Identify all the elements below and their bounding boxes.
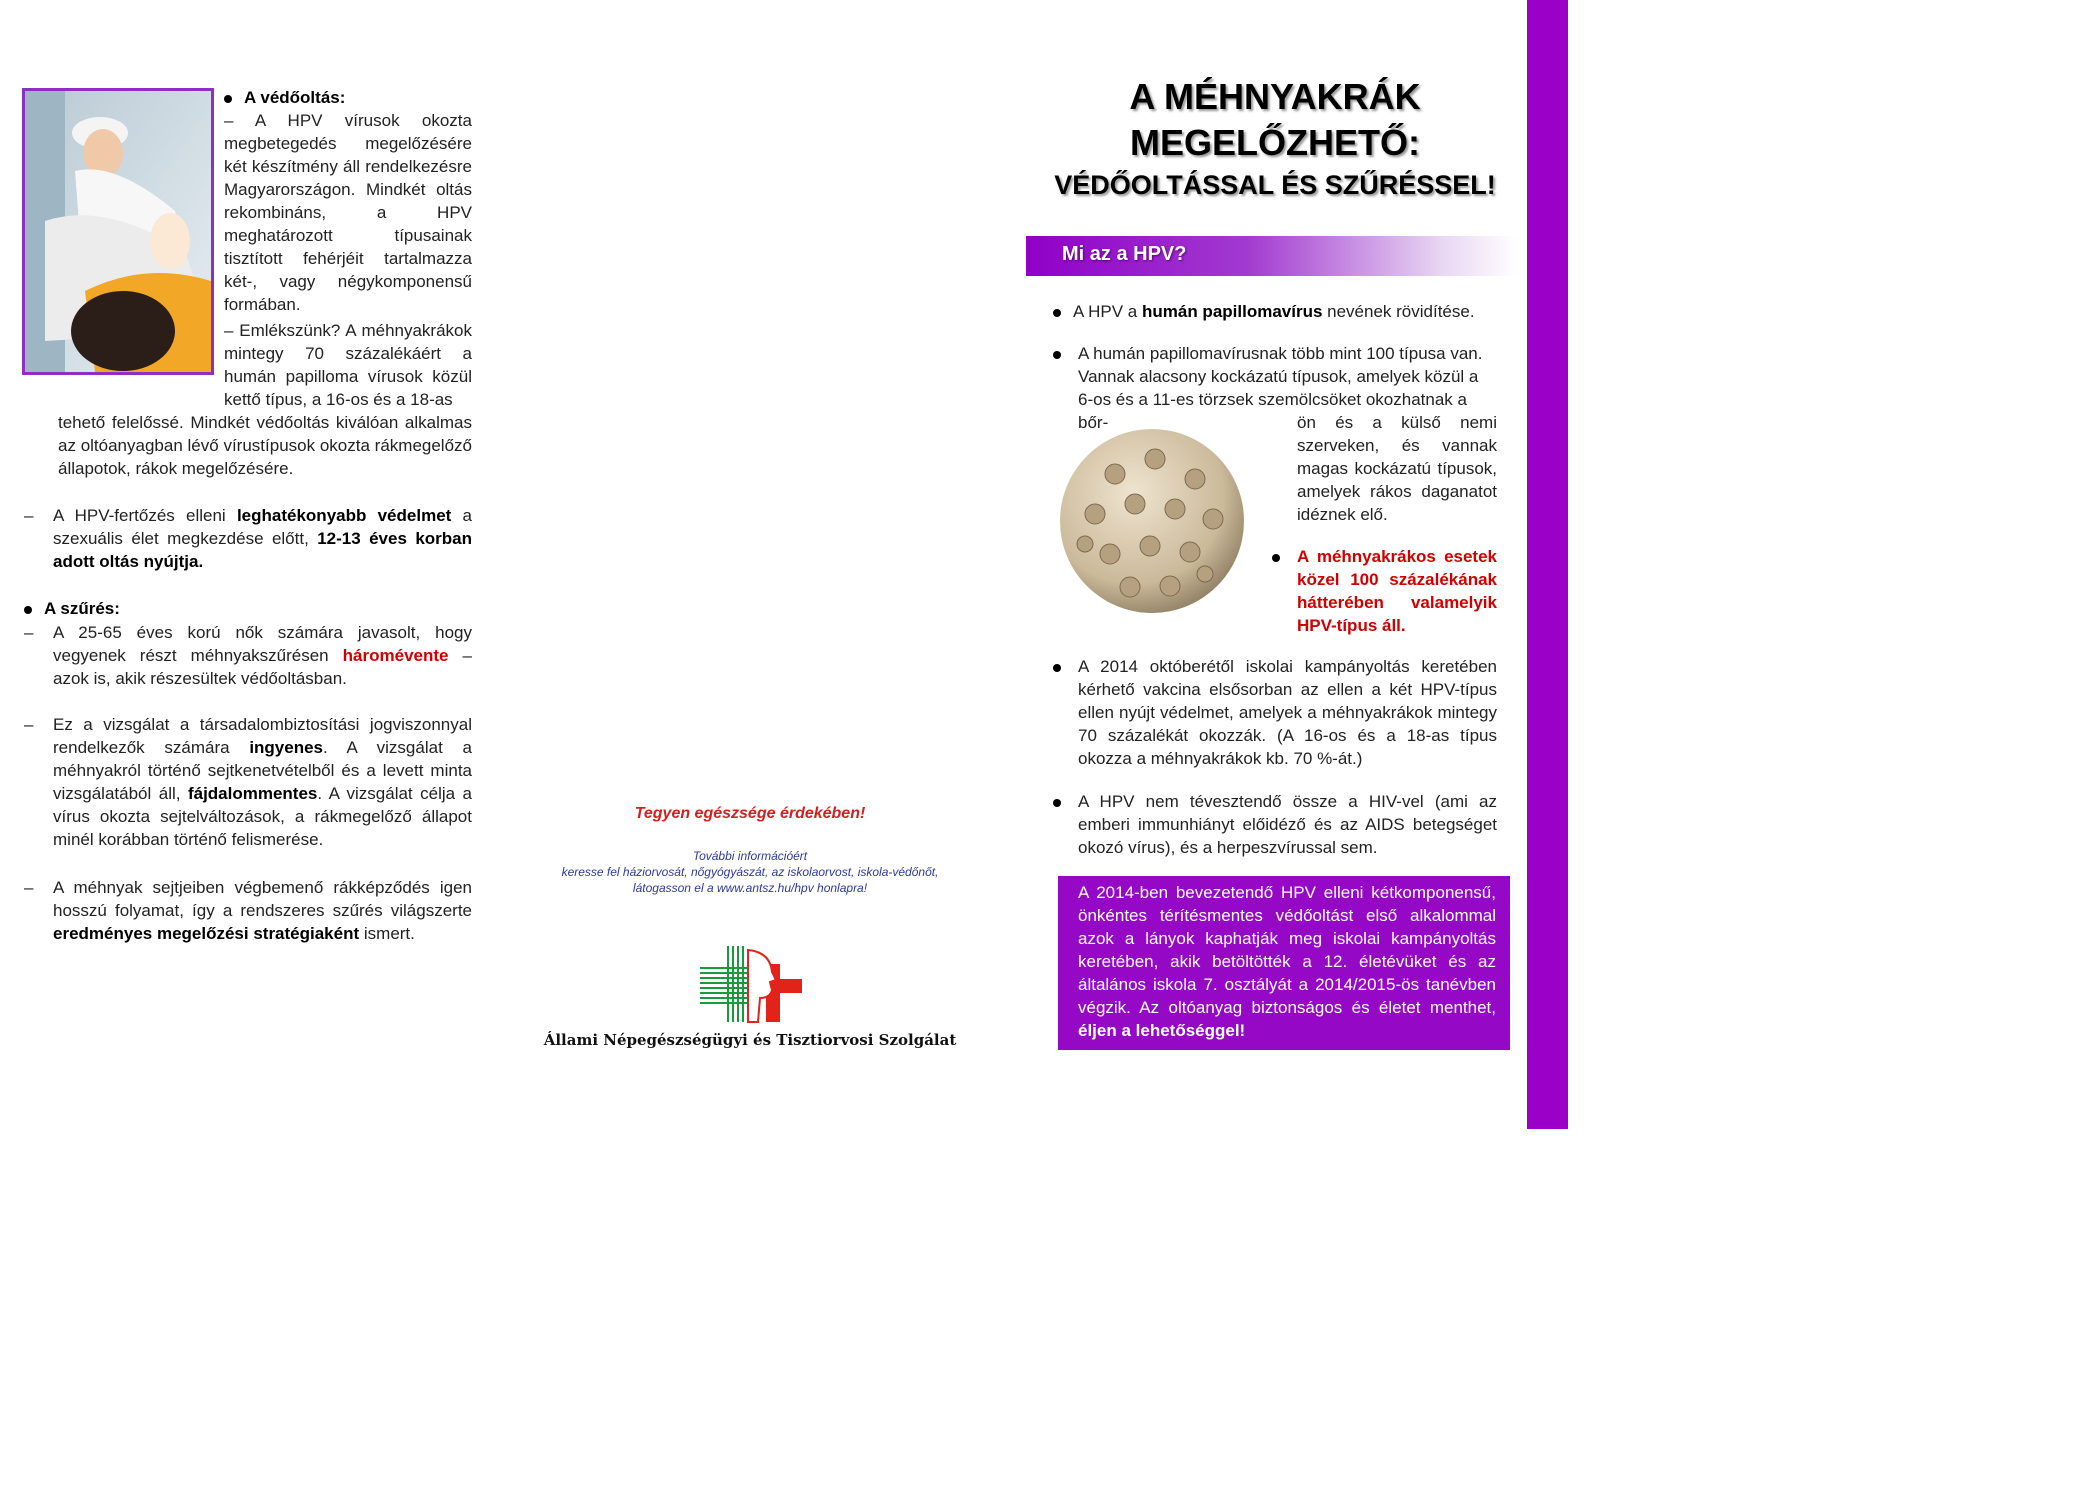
bullet-icon — [1053, 309, 1061, 317]
vaccination-paragraph-1: – A HPV vírusok okozta megbetegedés megelőzésére két készítmény áll rendelkezésre Magyarországon. Mindkét oltás rekombináns, a HPV meghatározott típusainak tisztított fehérjéit tartalmazza két-, vagy négykomponensű formában. — [224, 111, 472, 314]
bullet-icon — [1053, 351, 1061, 359]
hpv-protection-paragraph: A HPV-fertőzés elleni leghatékonyabb védelmet a szexuális élet megkezdése előtt, 12-13 éves korban adott oltás nyújtja. — [53, 506, 472, 571]
organization-name: Állami Népegészségügyi és Tisztiorvosi Szolgálat — [543, 1031, 957, 1049]
vaccination-info-box — [1058, 876, 1510, 1050]
subtitle: VÉDŐOLTÁSSAL ÉS SZŰRÉSSEL! — [1054, 170, 1496, 200]
bullet-icon — [224, 95, 232, 103]
hpv-bullet-2-rest: ön és a külső nemi szerveken, és vannak magas kockázatú típusok, amelyek rákos daganatot idéznek elő. — [1297, 413, 1497, 524]
more-info — [545, 848, 955, 896]
tagline: Tegyen egészsége érdekében! — [634, 805, 866, 822]
right-edge-purple-bar — [1527, 0, 1568, 1129]
antsz-logo — [700, 946, 802, 1024]
dash-marker: – — [24, 506, 34, 525]
hpv-bullet-3-marker — [1053, 655, 1073, 678]
screening-paragraph-1: A 25-65 éves korú nők számára javasolt, hogy vegyenek részt méhnyakszűrésen háromévente – azok is, akik részesültek védőoltásban. — [53, 623, 472, 688]
hpv-bullet-3: A 2014 októberétől iskolai kampányoltás keretében kérhető vakcina elsősorban az ellen a két HPV-típus ellen nyújt védelmet, amelyek a méhnyakrákok mintegy 70 százalékát okozzák. (A 16-os és a 18-as típus okozza a méhnyakrákok kb. 70 %-át.) — [1078, 657, 1497, 768]
bullet-2-line-2: Vannak alacsony kockázatú típusok, amelyek közül a — [1078, 367, 1479, 386]
section-header-bar — [1026, 236, 1518, 276]
bullet-2-line-1: A humán papillomavírusnak több mint 100 típusa van. — [1078, 344, 1483, 363]
bullet-icon — [1053, 799, 1061, 807]
vaccination-paragraph-2a: – Emlékszünk? A méhnyakrákok mintegy 70 százalékáért a humán papilloma vírusok közül kettő típus, a 16-os és a 18-as — [224, 321, 472, 409]
red-bullet-marker — [1272, 545, 1292, 568]
hpv-bullet-4-marker — [1053, 790, 1073, 813]
info-line-2: keresse fel háziorvosát, nőgyógyászát, az iskolaorvost, iskola-védőnőt, — [561, 865, 939, 879]
nurse-patient-photo — [22, 88, 214, 375]
hpv-bullet-2-marker — [1053, 342, 1073, 365]
main-title — [1030, 74, 1520, 166]
bullet-2-line-3: 6-os és a 11-es törzsek szemölcsöket okozhatnak a bőr- — [1078, 390, 1467, 432]
hpv-bullet-1: A HPV a humán papillomavírus nevének rövidítése. — [1053, 300, 1493, 323]
bullet-icon — [1053, 664, 1061, 672]
title-line-1: A MÉHNYAKRÁK — [1129, 76, 1421, 117]
dash-marker: – — [24, 878, 34, 897]
screening-heading: A szűrés: — [24, 597, 120, 620]
info-line-1: További információért — [692, 849, 808, 863]
dash-marker: – — [24, 623, 34, 642]
info-line-3[interactable]: látogasson el a www.antsz.hu/hpv honlapra! — [632, 881, 868, 895]
bullet-icon — [1272, 554, 1280, 562]
hpv-bullet-4: A HPV nem tévesztendő össze a HIV-vel (ami az emberi immunhiányt előidéző és az AIDS betegséget okozó vírus), és a herpeszvírussal sem. — [1078, 792, 1497, 857]
vaccination-paragraph-2b: tehető felelőssé. Mindkét védőoltás kiválóan alkalmas az oltóanyagban lévő vírustípusok okozta rákmegelőző állapotok, rákok megelőzésére. — [58, 413, 472, 478]
hpv-virus-image — [1055, 424, 1250, 619]
dash-marker: – — [24, 715, 34, 734]
bullet-icon — [24, 606, 32, 614]
screening-paragraph-3: A méhnyak sejtjeiben végbemenő rákképződés igen hosszú folyamat, így a rendszeres szűrés világszerte eredményes megelőzési stratégiaként ismert. — [53, 878, 472, 943]
title-line-2: MEGELŐZHETŐ: — [1130, 122, 1420, 163]
section-header-text: Mi az a HPV? — [1062, 243, 1187, 265]
vaccination-heading: A védőoltás: — [224, 86, 345, 109]
screening-paragraph-2: Ez a vizsgálat a társadalombiztosítási jogviszonnyal rendelkezők számára ingyenes. A vizsgálat a méhnyakról történő sejtkenetvételből és a levett minta vizsgálatából áll, fájdalommentes. A vizsgálat célja a vírus okozta sejtelváltozások, a rákmegelőző állapot minél korábban történő felismerése. — [53, 715, 472, 849]
box-text: A 2014-ben bevezetendő HPV elleni kétkomponensű, önkéntes térítésmentes védőoltást első alkalommal azok a lányok kaphatják meg iskolai kampányoltás keretében, akik betöltötték a 12. életévüket és az általános iskola 7. osztályát a 2014/2015-ös tanévben végzik. Az oltóanyag biztonságos és életet menthet, éljen a lehetőséggel! — [1078, 883, 1496, 1040]
red-fact: A méhnyakrákos esetek közel 100 százalékának hátterében valamelyik HPV-típus áll. — [1297, 547, 1497, 635]
